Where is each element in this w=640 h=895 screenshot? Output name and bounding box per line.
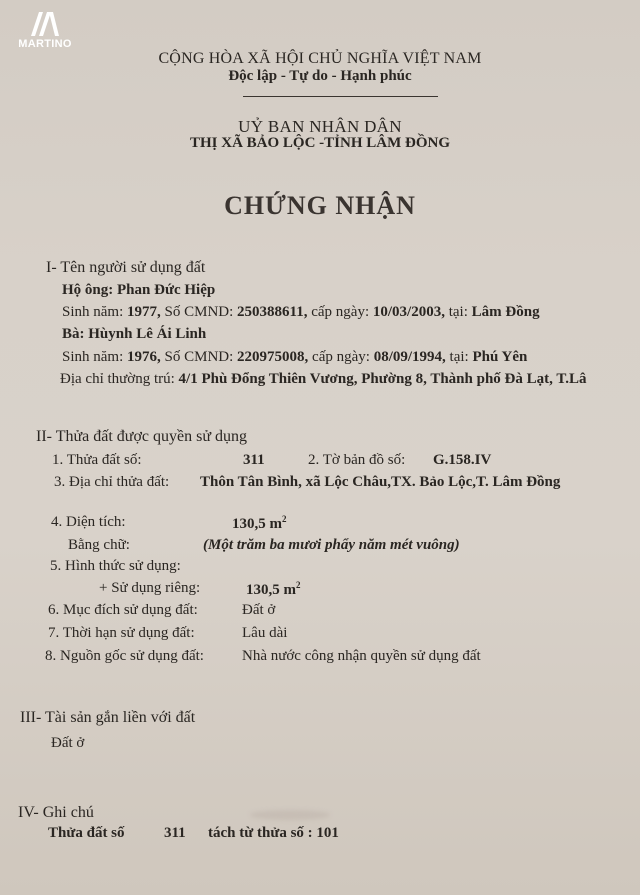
map-label: 2. Tờ bản đồ số: bbox=[308, 452, 406, 468]
place-label: tại: bbox=[448, 304, 468, 320]
place-label: tại: bbox=[449, 349, 469, 365]
private-number: 130,5 m bbox=[246, 582, 296, 598]
private-unit-sup: 2 bbox=[296, 580, 301, 590]
smudge bbox=[250, 810, 330, 820]
birth-label: Sinh năm: bbox=[62, 349, 124, 365]
note-label: Thửa đất số bbox=[48, 825, 125, 841]
jurisdiction-name: THỊ XÃ BẢO LỘC -TỈNH LÂM ĐỒNG bbox=[189, 135, 451, 151]
attached-asset-value: Đất ở bbox=[51, 735, 85, 751]
id-number: 250388611, bbox=[237, 304, 308, 320]
location-label: 3. Địa chỉ thửa đất: bbox=[54, 474, 170, 490]
section2-heading: II- Thửa đất được quyền sử dụng bbox=[36, 428, 248, 445]
owner2-details bbox=[62, 349, 527, 366]
issued-place: Lâm Đồng bbox=[471, 304, 540, 320]
map-number: G.158.IV bbox=[433, 452, 492, 468]
usage-form-label: 5. Hình thức sử dụng: bbox=[50, 558, 181, 574]
id-label: Số CMND: bbox=[164, 304, 234, 320]
issued-label: cấp ngày: bbox=[311, 304, 370, 320]
issued-date: 08/09/1994, bbox=[373, 349, 446, 365]
owner1-line bbox=[62, 282, 215, 299]
owner1-name: Phan Đức Hiệp bbox=[117, 282, 216, 298]
birth-label: Sinh năm: bbox=[62, 304, 124, 320]
area-value bbox=[232, 514, 287, 533]
section1-heading: I- Tên người sử dụng đất bbox=[46, 259, 206, 276]
martino-logo-icon bbox=[25, 10, 65, 36]
document-title: CHỨNG NHẬN bbox=[224, 191, 416, 220]
martino-watermark bbox=[10, 10, 80, 52]
owner2-line bbox=[62, 326, 206, 343]
owner1-label: Hộ ông: bbox=[62, 282, 114, 298]
section3-heading: III- Tài sản gắn liền với đất bbox=[20, 709, 196, 726]
purpose-label: 6. Mục đích sử dụng đất: bbox=[48, 602, 198, 618]
location-value: Thôn Tân Bình, xã Lộc Châu,TX. Bảo Lộc,T. Lâm Đồng bbox=[200, 474, 561, 490]
permanent-address bbox=[60, 371, 587, 388]
private-use-value bbox=[246, 580, 301, 599]
purpose-value: Đất ở bbox=[242, 602, 276, 618]
term-value: Lâu dài bbox=[242, 625, 288, 641]
id-number: 220975008, bbox=[237, 349, 309, 365]
words-label: Bằng chữ: bbox=[68, 537, 130, 553]
parcel-number: 311 bbox=[243, 452, 265, 468]
header-divider bbox=[243, 96, 438, 97]
section4-heading: IV- Ghi chú bbox=[18, 804, 94, 821]
note-parcel: 311 bbox=[164, 825, 186, 841]
parcel-label: 1. Thửa đất số: bbox=[52, 452, 142, 468]
address-label: Địa chỉ thường trú: bbox=[60, 371, 175, 387]
area-in-words: (Một trăm ba mươi phẩy năm mét vuông) bbox=[203, 537, 460, 553]
national-motto: Độc lập - Tự do - Hạnh phúc bbox=[228, 68, 412, 84]
area-unit-sup: 2 bbox=[282, 514, 287, 524]
id-label: Số CMND: bbox=[164, 349, 234, 365]
owner2-name: Hùynh Lê Ái Linh bbox=[88, 326, 207, 342]
origin-label: 8. Nguồn gốc sử dụng đất: bbox=[45, 648, 204, 664]
note-text: tách từ thửa số : 101 bbox=[208, 825, 339, 841]
issued-date: 10/03/2003, bbox=[372, 304, 445, 320]
owner2-label: Bà: bbox=[62, 326, 85, 342]
owner1-details bbox=[62, 304, 540, 321]
issued-label: cấp ngày: bbox=[312, 349, 370, 365]
area-number: 130,5 m bbox=[232, 516, 282, 532]
issued-place: Phú Yên bbox=[472, 349, 528, 365]
address-value: 4/1 Phù Đổng Thiên Vương, Phường 8, Thành phố Đà Lạt, T.Lâ bbox=[178, 371, 587, 387]
area-label: 4. Diện tích: bbox=[51, 514, 126, 530]
term-label: 7. Thời hạn sử dụng đất: bbox=[48, 625, 195, 641]
watermark-brand: MARTINO bbox=[18, 38, 72, 50]
birth-year: 1977, bbox=[127, 304, 161, 320]
birth-year: 1976, bbox=[127, 349, 161, 365]
authority-name: UỶ BAN NHÂN DÂN bbox=[238, 117, 402, 136]
private-use-label: + Sử dụng riêng: bbox=[99, 580, 201, 596]
origin-value: Nhà nước công nhận quyền sử dụng đất bbox=[242, 648, 481, 664]
country-name: CỘNG HÒA XÃ HỘI CHỦ NGHĨA VIỆT NAM bbox=[158, 50, 482, 67]
